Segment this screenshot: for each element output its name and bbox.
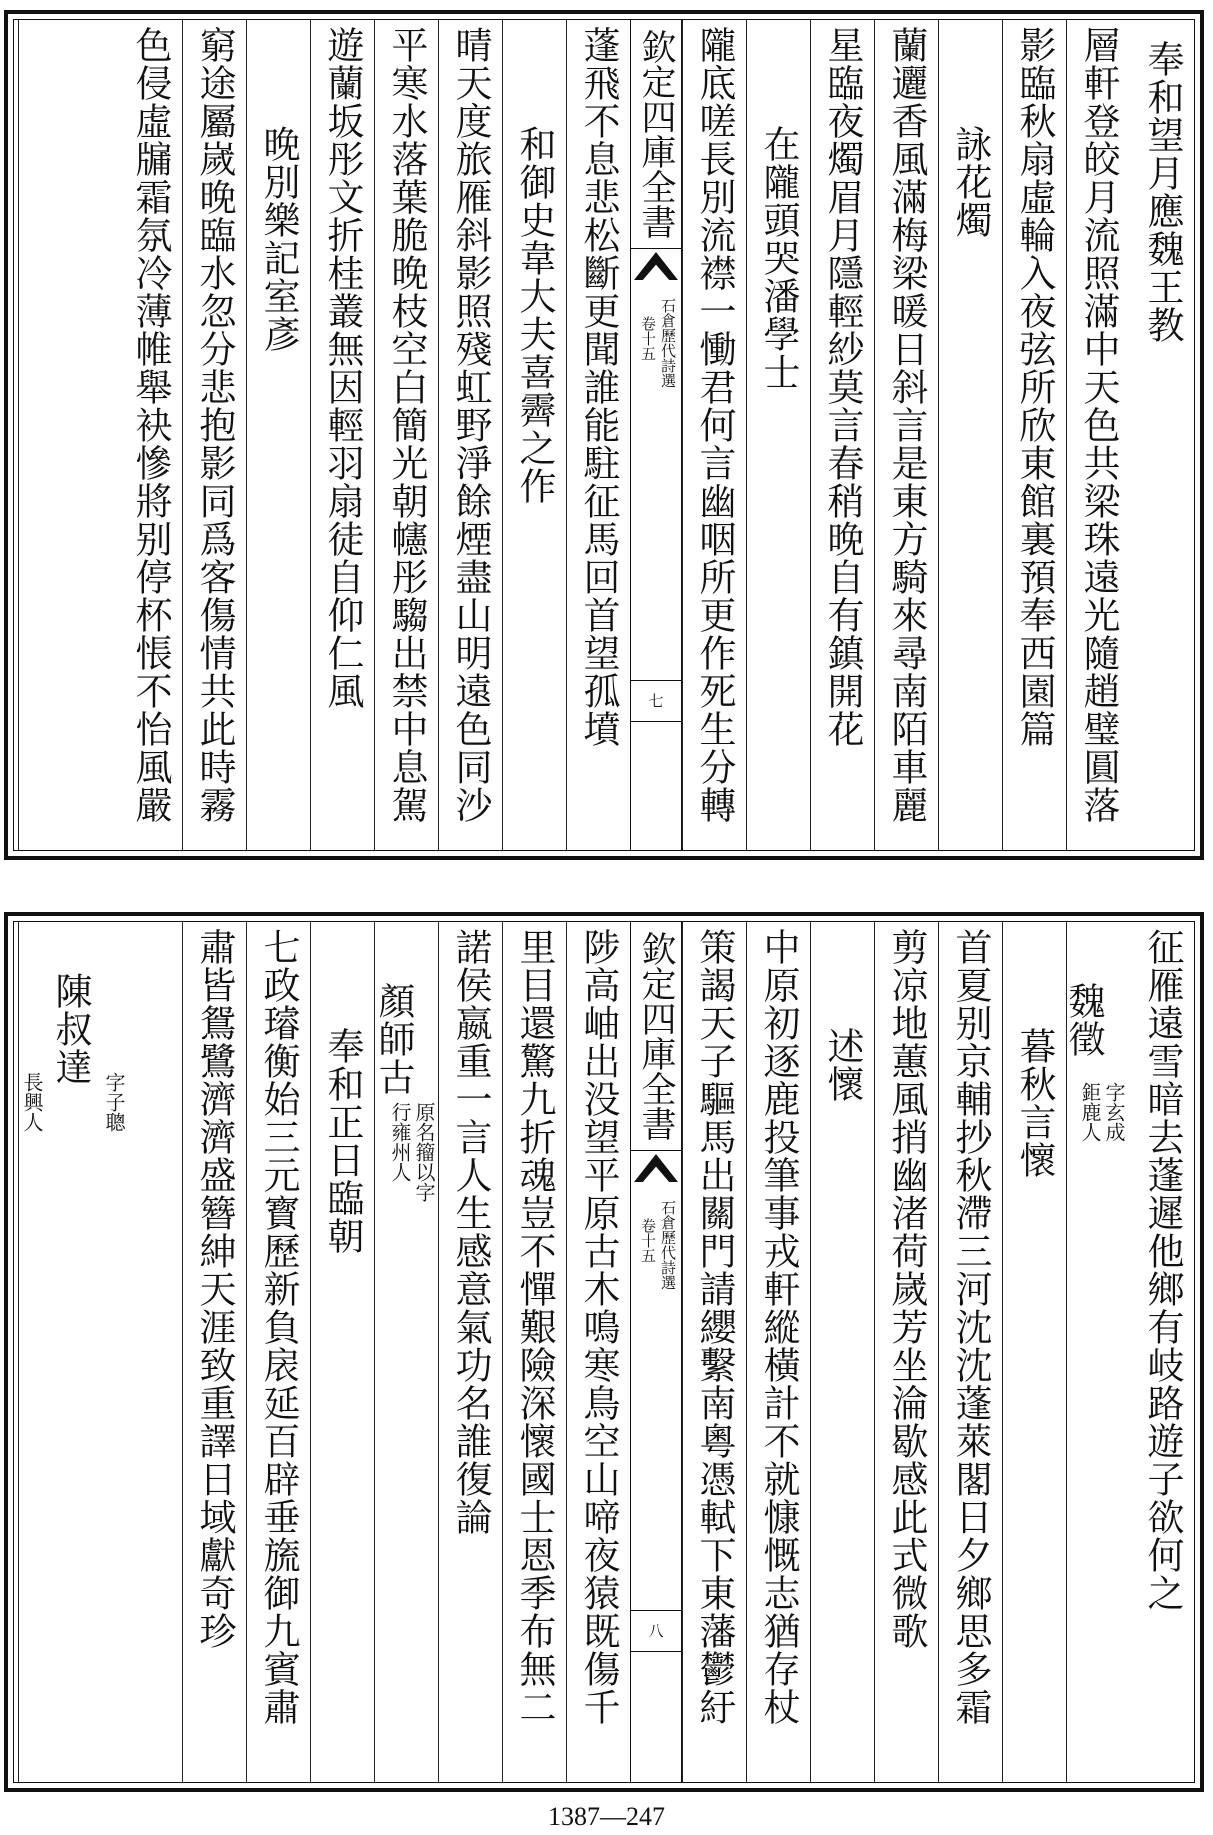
poem-line: 平寒水落葉脆晚枝空白簡光朝幰彤騶出禁中息駕 <box>385 26 428 824</box>
text-column <box>18 922 182 1782</box>
poem-title: 晚別樂記室彥 <box>257 125 300 353</box>
author-note: 長興人 <box>20 1072 44 1132</box>
poem-title: 在隴頭哭潘學士 <box>757 125 800 391</box>
text-column <box>1002 20 1066 850</box>
poem-line: 諾侯嬴重一言人生感意氣功名誰復論 <box>449 928 492 1536</box>
text-column <box>438 20 502 850</box>
poem-title: 和御史韋大夫喜霽之作 <box>513 125 556 505</box>
poem-line: 肅皆鴛鷺濟濟盛簪紳天涯致重譯日域獻奇珍 <box>193 928 236 1650</box>
page-number: 1387—247 <box>548 1802 665 1831</box>
poem-line: 首夏别京輔抄秋滯三河沈沈蓬萊閣日夕鄉思多霜 <box>949 928 992 1726</box>
poem-line: 蘭邐香風滿梅梁暖日斜言是東方騎來尋南陌車麗 <box>885 26 928 824</box>
text-column <box>182 922 246 1782</box>
author-note: 鉅鹿人 <box>1078 1082 1102 1142</box>
text-column <box>502 20 566 850</box>
volume-label: 卷十五 <box>639 316 657 361</box>
fishtail-mark-icon <box>634 252 678 280</box>
poem-line: 策謁天子驅馬出關門請纓繫南粵憑軾下東藩鬱紆 <box>693 928 736 1726</box>
page-bottom <box>4 912 1204 1792</box>
author-name: 陳叔達 <box>49 972 92 1086</box>
text-column <box>1130 922 1194 1782</box>
author-note: 原名籀以字 <box>412 1102 436 1202</box>
text-column <box>746 20 810 850</box>
book-title: 欽定四庫全書 <box>631 922 681 1151</box>
text-column <box>310 20 374 850</box>
author-note: 行雍州人 <box>388 1102 412 1182</box>
text-column <box>874 922 938 1782</box>
text-column <box>682 922 746 1782</box>
author-name: 魏徵 <box>1062 982 1105 1058</box>
text-column <box>566 20 630 850</box>
text-column <box>810 20 874 850</box>
text-column <box>566 922 630 1782</box>
text-column <box>18 20 182 850</box>
poem-title: 暮秋言懷 <box>1013 1027 1056 1179</box>
text-column <box>1130 20 1194 850</box>
poem-line: 色侵虛牖霜氛冷薄帷舉袂慘將别停杯悵不怡風嚴 <box>129 26 172 824</box>
poem-line: 征雁遠雪暗去蓬遲他鄉有岐路遊子欲何之 <box>1141 928 1184 1612</box>
leaf-number: 八 <box>631 1610 681 1652</box>
text-column <box>1002 922 1066 1782</box>
text-column <box>810 922 874 1782</box>
book-name: 石倉歷代詩選 <box>659 298 677 388</box>
fishtail-mark-icon <box>634 1154 678 1182</box>
author-note: 字子聰 <box>102 1072 126 1132</box>
poem-line: 剪凉地蕙風捎幽渚荷嵗芳坐淪歇感此式微歌 <box>885 928 928 1650</box>
poem-line: 蓬飛不息悲松斷更聞誰能駐征馬回首望孤墳 <box>577 26 620 748</box>
poem-title: 詠花燭 <box>949 125 992 239</box>
text-column <box>746 922 810 1782</box>
author-note: 字玄成 <box>1102 1082 1126 1142</box>
text-column <box>182 20 246 850</box>
poem-line: 陟高岫出没望平原古木鳴寒鳥空山啼夜猿既傷千 <box>577 928 620 1726</box>
poem-line: 里目還驚九折魂豈不憚艱險深懷國士恩季布無二 <box>513 928 556 1726</box>
poem-line: 七政璿衡始三元寳歷新負扆延百辟垂旒御九賓肅 <box>257 928 300 1726</box>
page-frame <box>13 921 1195 1783</box>
text-column <box>310 922 374 1782</box>
text-column <box>682 20 746 850</box>
text-column <box>438 922 502 1782</box>
volume-label: 卷十五 <box>639 1218 657 1263</box>
text-column <box>1066 20 1130 850</box>
page-frame <box>13 19 1195 851</box>
poem-line: 層軒登皎月流照滿中天色共梁珠遠光隨趙璧圓落 <box>1077 26 1120 824</box>
poem-line: 影臨秋扇虛輪入夜弦所欣東館裏預奉西園篇 <box>1013 26 1056 748</box>
poem-line: 遊蘭坂彤文折桂叢無因輕羽扇徒自仰仁風 <box>321 26 364 710</box>
poem-title: 述懷 <box>821 1027 864 1103</box>
text-column <box>246 20 310 850</box>
book-name: 石倉歷代詩選 <box>659 1200 677 1290</box>
author-name: 顏師古 <box>372 982 415 1096</box>
poem-line: 中原初逐鹿投筆事戎軒縱橫計不就慷慨志猶存杖 <box>757 928 800 1726</box>
poem-line: 隴底嗟長別流襟一慟君何言幽咽所更作死生分轉 <box>693 26 736 824</box>
center-fold <box>630 922 682 1782</box>
text-column <box>502 922 566 1782</box>
poem-title: 奉和望月應魏王教 <box>1141 40 1184 344</box>
text-column <box>874 20 938 850</box>
leaf-number: 七 <box>631 680 681 722</box>
page-top <box>4 10 1204 860</box>
book-title: 欽定四庫全書 <box>631 20 681 249</box>
poem-line: 星臨夜燭眉月隱輕紗莫言春稍晚自有鎮開花 <box>821 26 864 748</box>
text-column <box>938 20 1002 850</box>
text-column <box>374 20 438 850</box>
text-column <box>374 922 438 1782</box>
poem-title: 奉和正日臨朝 <box>321 1027 364 1255</box>
poem-line: 晴天度旅雁斜影照殘虹野淨餘煙盡山明遠色同沙 <box>449 26 492 824</box>
text-column <box>246 922 310 1782</box>
text-column <box>938 922 1002 1782</box>
text-column <box>1062 922 1130 1782</box>
center-fold <box>630 20 682 850</box>
poem-line: 窮途屬嵗晚臨水忽分悲抱影同爲客傷情共此時霧 <box>193 26 236 824</box>
